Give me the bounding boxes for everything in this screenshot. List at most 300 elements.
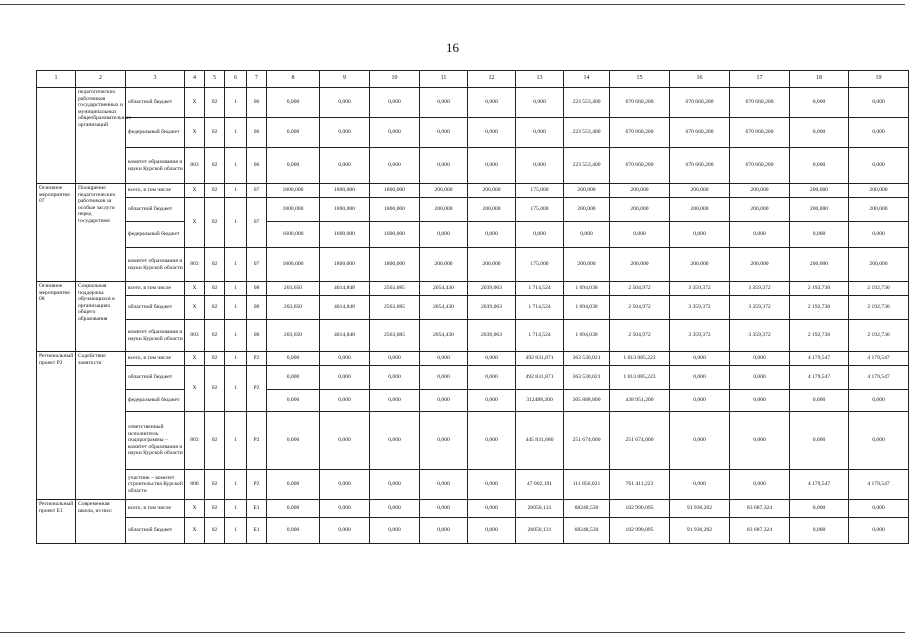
value-cell: 4 179,547	[849, 366, 909, 390]
code-cell: 1	[225, 198, 247, 248]
code-cell: 02	[205, 282, 225, 296]
code-cell: 1	[225, 470, 247, 500]
value-cell: 0,000	[849, 500, 909, 518]
value-cell: 0,000	[468, 366, 516, 390]
funding-source-cell: областной бюджет	[126, 366, 185, 390]
column-header: 4	[185, 71, 205, 88]
column-header: 12	[468, 71, 516, 88]
column-header: 19	[849, 71, 909, 88]
table-row	[37, 148, 909, 184]
table-row	[37, 470, 909, 500]
code-cell: 1	[225, 366, 247, 412]
value-cell: 200,000	[420, 184, 468, 198]
column-header: 6	[225, 71, 247, 88]
code-cell: 1	[225, 248, 247, 282]
value-cell: 1 694,038	[564, 296, 610, 320]
value-cell: 91 936,202	[670, 518, 730, 544]
value-cell: 0,000	[267, 148, 320, 184]
value-cell: 0,000	[370, 470, 420, 500]
value-cell: 223 553,400	[564, 88, 610, 118]
value-cell: 0,000	[320, 366, 370, 390]
code-cell: E1	[247, 518, 267, 544]
value-cell: 200,000	[564, 184, 610, 198]
value-cell: 0,000	[468, 88, 516, 118]
value-cell: 223 553,400	[564, 148, 610, 184]
value-cell: 200,000	[420, 198, 468, 222]
value-cell: 200,000	[670, 198, 730, 222]
value-cell: 2 192,730	[849, 282, 909, 296]
funding-source-cell: комитет образования и науки Курской области	[126, 148, 185, 184]
value-cell: 1600,000	[370, 222, 420, 248]
value-cell: 0,000	[730, 366, 790, 390]
code-cell: 02	[205, 148, 225, 184]
value-cell: 1800,000	[370, 248, 420, 282]
value-cell: 0,000	[849, 222, 909, 248]
value-cell: 0,000	[790, 88, 849, 118]
value-cell: 0,000	[320, 390, 370, 412]
code-cell: X	[185, 88, 205, 118]
funding-source-cell: областной бюджет	[126, 88, 185, 118]
column-header: 16	[670, 71, 730, 88]
program-code-cell	[37, 88, 76, 184]
value-cell: 0,000	[516, 88, 564, 118]
value-cell: 2 504,972	[610, 282, 670, 296]
code-cell: 02	[205, 500, 225, 518]
code-cell: 803	[185, 320, 205, 352]
value-cell: 4 179,547	[790, 366, 849, 390]
column-header: 15	[610, 71, 670, 88]
value-cell: 3 359,372	[670, 282, 730, 296]
value-cell: 2 192,730	[790, 282, 849, 296]
table-row	[37, 248, 909, 282]
value-cell: 0,000	[790, 412, 849, 470]
program-code-cell: Региональный проект E1	[37, 500, 76, 544]
column-header: 11	[420, 71, 468, 88]
value-cell: 1600,000	[267, 222, 320, 248]
value-cell: 0,000	[468, 148, 516, 184]
value-cell: 0,000	[468, 118, 516, 148]
code-cell: 06	[247, 148, 267, 184]
value-cell: 670 660,200	[610, 88, 670, 118]
value-cell: 0,000	[610, 222, 670, 248]
funding-source-cell: комитет образования и науки Курской области	[126, 248, 185, 282]
header-row	[37, 71, 909, 88]
value-cell: 1800,000	[370, 184, 420, 198]
value-cell: 312488,200	[516, 390, 564, 412]
value-cell: 26050,131	[516, 500, 564, 518]
value-cell: 1800,000	[267, 198, 320, 222]
value-cell: 0,000	[370, 366, 420, 390]
value-cell: 1 694,038	[564, 282, 610, 296]
funding-source-cell: федеральный бюджет	[126, 390, 185, 412]
value-cell: 0,000	[267, 518, 320, 544]
column-header: 14	[564, 71, 610, 88]
code-cell: 06	[247, 88, 267, 118]
value-cell: 670 660,200	[730, 88, 790, 118]
value-cell: 761 411,223	[610, 470, 670, 500]
value-cell: 0,000	[370, 88, 420, 118]
code-cell: 07	[247, 248, 267, 282]
value-cell: 0,000	[370, 390, 420, 412]
value-cell: 363 530,021	[564, 366, 610, 390]
value-cell: 0,000	[420, 412, 468, 470]
code-cell: X	[185, 296, 205, 320]
code-cell: 1	[225, 296, 247, 320]
code-cell: 1	[225, 148, 247, 184]
value-cell: 0,000	[790, 390, 849, 412]
program-code-cell: Региональный проект P2	[37, 352, 76, 500]
value-cell: 0,000	[420, 366, 468, 390]
table-row	[37, 500, 909, 518]
column-header: 13	[516, 71, 564, 88]
code-cell: 1	[225, 518, 247, 544]
value-cell: 0,000	[320, 88, 370, 118]
column-header: 2	[76, 71, 126, 88]
funding-source-cell: комитет образования и науки Курской области	[126, 320, 185, 352]
value-cell: 0,000	[670, 222, 730, 248]
code-cell: X	[185, 282, 205, 296]
value-cell: 1 013 085,223	[610, 366, 670, 390]
value-cell: 492 831,871	[516, 366, 564, 390]
value-cell: 2054,430	[420, 320, 468, 352]
value-cell: 0,000	[267, 352, 320, 366]
program-name-cell: Содействие занятости	[76, 352, 126, 500]
code-cell: 803	[185, 248, 205, 282]
value-cell: 0,000	[420, 470, 468, 500]
code-cell: 1	[225, 88, 247, 118]
value-cell: 0,000	[370, 352, 420, 366]
value-cell: 200,000	[849, 198, 909, 222]
value-cell: 200,000	[670, 248, 730, 282]
value-cell: 0,000	[730, 470, 790, 500]
value-cell: 200,000	[730, 248, 790, 282]
value-cell: 175,000	[516, 198, 564, 222]
column-header: 7	[247, 71, 267, 88]
value-cell: 91 936,202	[670, 500, 730, 518]
value-cell: 0,000	[790, 118, 849, 148]
column-header: 5	[205, 71, 225, 88]
value-cell: 0,000	[468, 518, 516, 544]
value-cell: 0,000	[564, 222, 610, 248]
value-cell: 251 674,000	[610, 412, 670, 470]
value-cell: 0,000	[370, 500, 420, 518]
value-cell: 0,000	[370, 412, 420, 470]
budget-table	[36, 70, 909, 544]
value-cell: 2054,430	[420, 282, 468, 296]
value-cell: 200,000	[790, 198, 849, 222]
code-cell: 02	[205, 352, 225, 366]
column-header: 18	[790, 71, 849, 88]
code-cell: 1	[225, 282, 247, 296]
value-cell: 0,000	[516, 222, 564, 248]
column-header: 1	[37, 71, 76, 88]
value-cell: 670 660,200	[670, 118, 730, 148]
value-cell: 26050,131	[516, 518, 564, 544]
funding-source-cell: областной бюджет	[126, 296, 185, 320]
value-cell: 2563,085	[370, 320, 420, 352]
value-cell: 2 192,730	[790, 320, 849, 352]
funding-source-cell: федеральный бюджет	[126, 222, 185, 248]
value-cell: 0,000	[468, 500, 516, 518]
code-cell: 803	[185, 148, 205, 184]
value-cell: 3 359,372	[670, 296, 730, 320]
table-row	[37, 518, 909, 544]
table-row	[37, 412, 909, 470]
code-cell: X	[185, 352, 205, 366]
value-cell: 2039,063	[468, 320, 516, 352]
value-cell: 2 192,730	[849, 296, 909, 320]
funding-source-cell: участник – комитет строительства Курской области	[126, 470, 185, 500]
column-header: 9	[320, 71, 370, 88]
table-row	[37, 222, 909, 248]
code-cell: 02	[205, 296, 225, 320]
code-cell: 02	[205, 198, 225, 248]
program-name-cell: педагогических работников государственных и муниципальных общеобразовательных организаций	[76, 88, 126, 184]
funding-source-cell: всего, в том числе	[126, 500, 185, 518]
value-cell: 492 831,871	[516, 352, 564, 366]
value-cell: 203,650	[267, 320, 320, 352]
value-cell: 223 553,400	[564, 118, 610, 148]
value-cell: 0,000	[420, 88, 468, 118]
code-cell: 02	[205, 248, 225, 282]
value-cell: 0,000	[730, 412, 790, 470]
code-cell: E1	[247, 500, 267, 518]
value-cell: 0,000	[420, 352, 468, 366]
value-cell: 0,000	[420, 390, 468, 412]
value-cell: 670 660,200	[670, 88, 730, 118]
value-cell: 200,000	[610, 184, 670, 198]
value-cell: 0,000	[267, 118, 320, 148]
value-cell: 0,000	[320, 470, 370, 500]
value-cell: 1800,000	[267, 248, 320, 282]
value-cell: 0,000	[320, 518, 370, 544]
value-cell: 1800,000	[267, 184, 320, 198]
value-cell: 1 714,524	[516, 320, 564, 352]
value-cell: 2563,085	[370, 296, 420, 320]
value-cell: 1800,000	[320, 198, 370, 222]
value-cell: 363 530,021	[564, 352, 610, 366]
value-cell: 0,000	[267, 412, 320, 470]
code-cell: 02	[205, 118, 225, 148]
value-cell: 200,000	[670, 184, 730, 198]
value-cell: 0,000	[730, 222, 790, 248]
value-cell: 2 192,730	[790, 296, 849, 320]
value-cell: 0,000	[420, 500, 468, 518]
value-cell: 200,000	[468, 184, 516, 198]
funding-source-cell: всего, в том числе	[126, 282, 185, 296]
code-cell: 1	[225, 500, 247, 518]
table-row	[37, 88, 909, 118]
value-cell: 0,000	[320, 118, 370, 148]
value-cell: 0,000	[420, 222, 468, 248]
funding-source-cell: ответственный исполнитель подпрограммы – комитет образования и науки Курской области	[126, 412, 185, 470]
code-cell: 1	[225, 118, 247, 148]
code-cell: 02	[205, 320, 225, 352]
value-cell: 0,000	[670, 470, 730, 500]
value-cell: 0,000	[370, 148, 420, 184]
value-cell: 1 714,524	[516, 296, 564, 320]
value-cell: 200,000	[849, 248, 909, 282]
code-cell: X	[185, 500, 205, 518]
value-cell: 670 660,200	[610, 118, 670, 148]
value-cell: 111 856,021	[564, 470, 610, 500]
value-cell: 200,000	[610, 248, 670, 282]
value-cell: 0,000	[849, 88, 909, 118]
value-cell: 200,000	[730, 198, 790, 222]
value-cell: 203,650	[267, 296, 320, 320]
value-cell: 0,000	[420, 118, 468, 148]
value-cell: 1 694,038	[564, 320, 610, 352]
code-cell: X	[185, 198, 205, 248]
funding-source-cell: всего, в том числе	[126, 352, 185, 366]
value-cell: 175,000	[516, 184, 564, 198]
value-cell: 4 179,547	[849, 470, 909, 500]
value-cell: 47 002,191	[516, 470, 564, 500]
value-cell: 3 359,372	[730, 282, 790, 296]
table-row	[37, 282, 909, 296]
table-row	[37, 296, 909, 320]
code-cell: 08	[247, 320, 267, 352]
value-cell: 2 504,972	[610, 296, 670, 320]
program-name-cell: Поощрение педагогических работников за особые заслуги перед государством	[76, 184, 126, 282]
code-cell: X	[185, 118, 205, 148]
value-cell: 0,000	[370, 118, 420, 148]
value-cell: 305 888,800	[564, 390, 610, 412]
code-cell: 803	[185, 412, 205, 470]
code-cell: 1	[225, 320, 247, 352]
code-cell: 02	[205, 518, 225, 544]
value-cell: 251 674,000	[564, 412, 610, 470]
value-cell: 0,000	[516, 118, 564, 148]
value-cell: 1800,000	[320, 248, 370, 282]
value-cell: 670 660,200	[730, 148, 790, 184]
code-cell: X	[185, 366, 205, 412]
code-cell: P2	[247, 352, 267, 366]
value-cell: 0,000	[849, 518, 909, 544]
table-row	[37, 352, 909, 366]
value-cell: 438 951,200	[610, 390, 670, 412]
value-cell: 102 990,095	[610, 500, 670, 518]
code-cell: 02	[205, 88, 225, 118]
value-cell: 200,000	[420, 248, 468, 282]
value-cell: 2 192,730	[849, 320, 909, 352]
table-row	[37, 366, 909, 390]
value-cell: 4 179,547	[849, 352, 909, 366]
funding-source-cell: федеральный бюджет	[126, 118, 185, 148]
code-cell: 07	[247, 184, 267, 198]
value-cell: 102 990,095	[610, 518, 670, 544]
value-cell: 200,000	[468, 198, 516, 222]
code-cell: X	[185, 184, 205, 198]
funding-source-cell: областной бюджет	[126, 518, 185, 544]
value-cell: 0,000	[267, 390, 320, 412]
value-cell: 0,000	[670, 366, 730, 390]
value-cell: 0,000	[670, 412, 730, 470]
value-cell: 175,000	[516, 248, 564, 282]
value-cell: 0,000	[320, 148, 370, 184]
program-name-cell: Социальная поддержка обучающихся в организациях общего образования	[76, 282, 126, 352]
value-cell: 0,000	[730, 352, 790, 366]
code-cell: 08	[247, 296, 267, 320]
column-header: 3	[126, 71, 185, 88]
table-row	[37, 198, 909, 222]
column-header: 17	[730, 71, 790, 88]
code-cell: 1	[225, 184, 247, 198]
top-rule	[0, 4, 905, 5]
value-cell: 1800,000	[370, 198, 420, 222]
value-cell: 3 359,372	[730, 296, 790, 320]
value-cell: 2054,430	[420, 296, 468, 320]
value-cell: 200,000	[790, 248, 849, 282]
value-cell: 0,000	[320, 500, 370, 518]
code-cell: 1	[225, 412, 247, 470]
value-cell: 3 359,372	[730, 320, 790, 352]
value-cell: 670 660,200	[610, 148, 670, 184]
code-cell: 07	[247, 198, 267, 248]
table-row	[37, 320, 909, 352]
value-cell: 200,000	[790, 184, 849, 198]
value-cell: 0,000	[468, 390, 516, 412]
code-cell: 06	[247, 118, 267, 148]
value-cell: 4014,848	[320, 282, 370, 296]
program-code-cell: Основное мероприятие 07	[37, 184, 76, 282]
code-cell: 1	[225, 352, 247, 366]
value-cell: 0,000	[468, 412, 516, 470]
funding-source-cell: областной бюджет	[126, 198, 185, 222]
code-cell: 02	[205, 470, 225, 500]
value-cell: 0,000	[849, 148, 909, 184]
table-row	[37, 118, 909, 148]
value-cell: 203,650	[267, 282, 320, 296]
value-cell: 200,000	[849, 184, 909, 198]
code-cell: 02	[205, 366, 225, 412]
value-cell: 200,000	[564, 248, 610, 282]
value-cell: 0,000	[670, 390, 730, 412]
value-cell: 4 179,547	[790, 352, 849, 366]
value-cell: 0,000	[320, 352, 370, 366]
value-cell: 2039,063	[468, 282, 516, 296]
value-cell: 1800,000	[320, 184, 370, 198]
value-cell: 670 660,200	[730, 118, 790, 148]
value-cell: 0,000	[790, 500, 849, 518]
program-name-cell: Современная школа, из них:	[76, 500, 126, 544]
code-cell: P2	[247, 470, 267, 500]
value-cell: 1 714,524	[516, 282, 564, 296]
funding-source-cell: всего, в том числе	[126, 184, 185, 198]
value-cell: 0,000	[267, 500, 320, 518]
page-number: 16	[446, 40, 459, 55]
value-cell: 2 504,972	[610, 320, 670, 352]
value-cell: 1600,000	[320, 222, 370, 248]
code-cell: P2	[247, 412, 267, 470]
value-cell: 0,000	[849, 390, 909, 412]
value-cell: 200,000	[468, 248, 516, 282]
column-header: 8	[267, 71, 320, 88]
value-cell: 1 013 085,223	[610, 352, 670, 366]
value-cell: 0,000	[790, 148, 849, 184]
code-cell: 02	[205, 412, 225, 470]
table-row	[37, 390, 909, 412]
value-cell: 670 660,200	[670, 148, 730, 184]
column-header: 10	[370, 71, 420, 88]
value-cell: 0,000	[267, 470, 320, 500]
value-cell: 0,000	[849, 118, 909, 148]
value-cell: 0,000	[790, 222, 849, 248]
value-cell: 3 359,372	[670, 320, 730, 352]
value-cell: 4014,848	[320, 296, 370, 320]
value-cell: 0,000	[468, 470, 516, 500]
value-cell: 0,000	[730, 390, 790, 412]
